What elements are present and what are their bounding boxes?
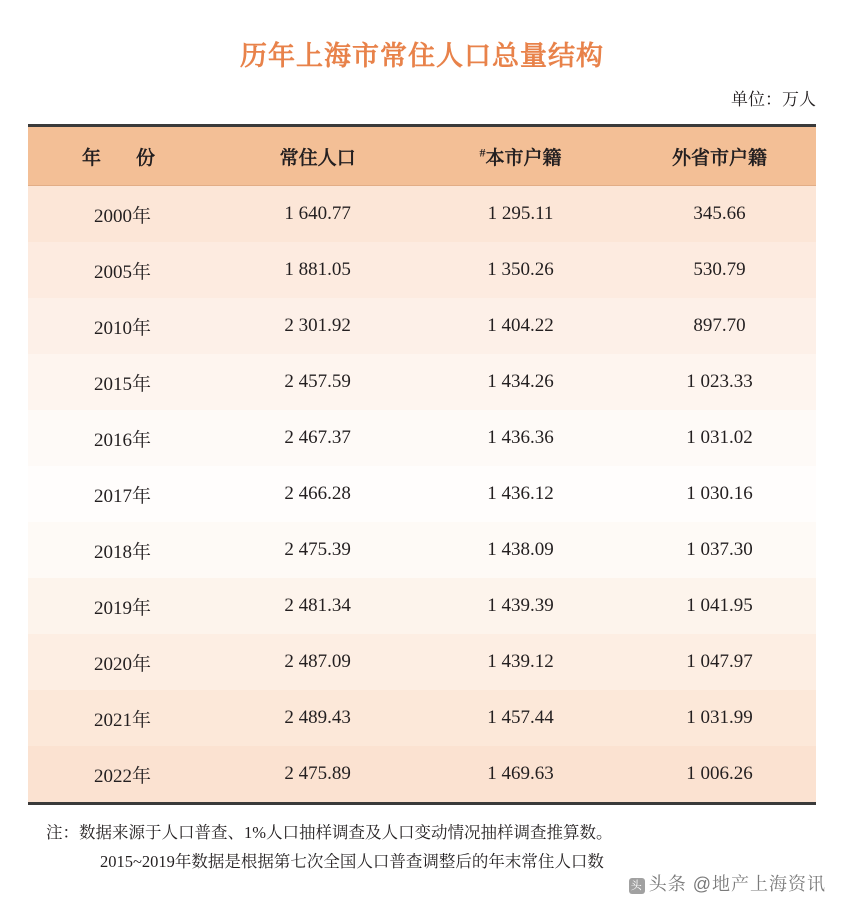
toutiao-icon: 头 xyxy=(630,880,643,892)
column-header-local-hukou-label: 本市户籍 xyxy=(485,147,562,169)
note-line-2: 2015~2019年数据是根据第七次全国人口普查调整后的年末常住人口数 xyxy=(100,851,604,871)
cell-year: 2015年 xyxy=(94,373,152,395)
cell-year: 2017年 xyxy=(94,485,152,507)
cell-nonlocal-hukou: 1 023.33 xyxy=(686,371,753,392)
table-row xyxy=(28,354,816,410)
cell-year: 2016年 xyxy=(94,429,152,451)
watermark-text: 头条 @地产上海资讯 xyxy=(648,874,826,894)
cell-year: 2005年 xyxy=(94,261,152,283)
cell-resident: 2 487.09 xyxy=(284,651,351,672)
cell-local-hukou: 1 436.36 xyxy=(487,427,554,448)
table-notes xyxy=(28,805,816,877)
column-header-year-label: 年 份 xyxy=(82,147,164,169)
cell-nonlocal-hukou: 897.70 xyxy=(693,315,746,336)
cell-local-hukou: 1 295.11 xyxy=(487,203,554,224)
table-head xyxy=(28,127,816,186)
table-header-row xyxy=(28,127,816,186)
cell-nonlocal-hukou: 530.79 xyxy=(693,259,746,280)
table-row xyxy=(28,186,816,243)
page-title: 历年上海市常住人口总量结构 xyxy=(240,41,604,71)
population-table-wrapper xyxy=(28,124,816,805)
cell-local-hukou: 1 436.12 xyxy=(487,483,554,504)
column-header-year xyxy=(28,127,217,186)
cell-local-hukou: 1 434.26 xyxy=(487,371,554,392)
cell-local-hukou: 1 439.12 xyxy=(487,651,554,672)
cell-local-hukou: 1 439.39 xyxy=(487,595,554,616)
cell-year: 2020年 xyxy=(94,653,152,675)
footnote-marker: # xyxy=(479,145,486,160)
unit-label: 单位：万人 xyxy=(731,90,816,109)
cell-nonlocal-hukou: 1 031.02 xyxy=(686,427,753,448)
cell-year: 2019年 xyxy=(94,597,152,619)
cell-resident: 1 640.77 xyxy=(284,203,351,224)
table-row xyxy=(28,242,816,298)
cell-year: 2021年 xyxy=(94,709,152,731)
cell-nonlocal-hukou: 1 037.30 xyxy=(686,539,753,560)
cell-nonlocal-hukou: 1 047.97 xyxy=(686,651,753,672)
cell-nonlocal-hukou: 1 041.95 xyxy=(686,595,753,616)
cell-local-hukou: 1 469.63 xyxy=(487,763,554,784)
column-header-nonlocal-hukou: 外省市户籍 xyxy=(623,127,816,186)
cell-resident: 2 457.59 xyxy=(284,371,351,392)
cell-nonlocal-hukou: 1 030.16 xyxy=(686,483,753,504)
cell-year: 2000年 xyxy=(94,205,152,227)
table-row xyxy=(28,298,816,354)
cell-nonlocal-hukou: 1 031.99 xyxy=(686,707,753,728)
cell-resident: 2 301.92 xyxy=(284,315,351,336)
cell-nonlocal-hukou: 345.66 xyxy=(693,203,746,224)
cell-local-hukou: 1 457.44 xyxy=(487,707,554,728)
cell-local-hukou: 1 404.22 xyxy=(487,315,554,336)
table-row xyxy=(28,410,816,466)
cell-resident: 2 489.43 xyxy=(284,707,351,728)
cell-resident: 2 467.37 xyxy=(284,427,351,448)
population-table xyxy=(28,127,816,802)
cell-year: 2018年 xyxy=(94,541,152,563)
table-row xyxy=(28,578,816,634)
cell-resident: 2 466.28 xyxy=(284,483,351,504)
table-body xyxy=(28,186,816,803)
table-row xyxy=(28,634,816,690)
cell-resident: 2 475.89 xyxy=(284,763,351,784)
cell-resident: 1 881.05 xyxy=(284,259,351,280)
table-row xyxy=(28,690,816,746)
cell-local-hukou: 1 438.09 xyxy=(487,539,554,560)
column-header-resident: 常住人口 xyxy=(217,127,418,186)
cell-resident: 2 475.39 xyxy=(284,539,351,560)
column-header-local-hukou xyxy=(418,127,623,186)
table-row xyxy=(28,522,816,578)
watermark xyxy=(629,870,826,896)
cell-resident: 2 481.34 xyxy=(284,595,351,616)
table-row xyxy=(28,746,816,802)
cell-local-hukou: 1 350.26 xyxy=(487,259,554,280)
cell-year: 2022年 xyxy=(94,765,152,787)
table-row xyxy=(28,466,816,522)
note-line-1: 注：数据来源于人口普查、1%人口抽样调查及人口变动情况抽样调查推算数。 xyxy=(46,823,613,842)
cell-year: 2010年 xyxy=(94,317,152,339)
cell-nonlocal-hukou: 1 006.26 xyxy=(686,763,753,784)
